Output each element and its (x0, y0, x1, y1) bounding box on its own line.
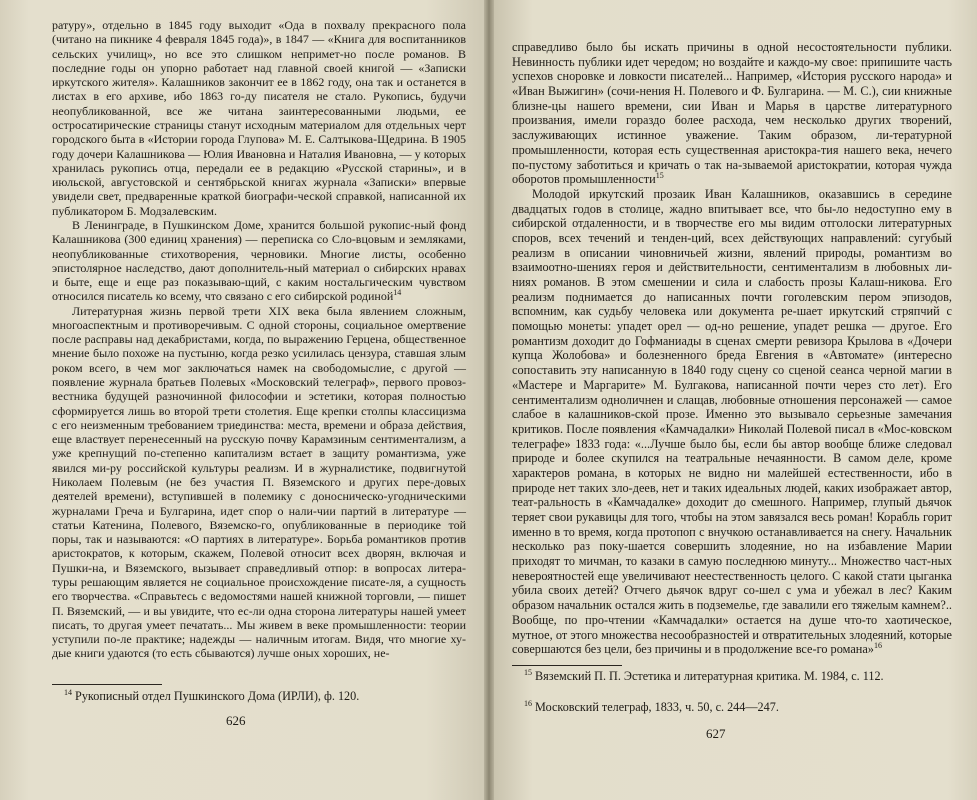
footnote-mark: 14 (64, 687, 72, 697)
page-number-right: 627 (706, 726, 726, 741)
footnote-15 (524, 669, 944, 684)
footnote-ref-14[interactable]: 14 (393, 288, 402, 298)
footnote-ref-16[interactable]: 16 (873, 641, 882, 651)
left-paragraph-3: Литературная жизнь первой трети XIX века была явлением сложным, многоаспектным и противоречивым. С одной стороны, социальное омертвение после расправы над декабристами, когда, по выражению Герцена, общественное мнение было похоже на пустыню, когда резко усилилась цензура, ставшая злым роком всего, в чем мог заключаться намек на свободомыслие, с другой — появление журнала братьев Полевых «Московский телеграф», первого провоз-вестника будущей разночинной философии и эстетики, которая полностью сформируется лишь во второй трети столетия. Еще крепки столпы классицизма с его неизменным требованием триединства: места, времени и образа действия, еще властвует перенесенный на русскую почву Карамзиным сентиментализм, а уже крепнущий по-степенно капитализм встает в защиту романтизма, уже явился ми-ру российской культуры реализм. И в журналистике, подвигнутой Николаем Полевым (не без участия П. Вяземского и других пере-довых деятелей времени), вступившей в полемику с доносническо-угодническими журналами Греча и Булгарина, идет спор о нали-чии партий в литературе — статьи Катенина, Полевого, Вяземско-го, опубликованные в периодике той поры, так и называются: «О партиях в литературе». Борьба романтиков против аристократов, к которым, скажем, Полевой относит всех дворян, включая и Пушки-на, и Вяземского, вызывает справедливый отпор: в вопросах литера-туры решающим является не социальное происхождение писате-ля, а сущность его творчества. «Справьтесь с ведомостями нашей книжной торговли, — пишет П. Вяземский, — и вы увидите, что ес-ли одна сторона литературы нашей умеет писать, то другая умеет печатать... Мы живем в веке промышленности: теории уступили по-ле практике; надежды — наличным итогам. Видя, что многие ху-дые книги удаются (то есть сбываются) лучше оных хороших, не- (52, 303, 466, 661)
right-page (494, 0, 977, 800)
right-paragraph-2: Молодой иркутский прозаик Иван Калашников, оказавшись в середине двадцатых годов в столице, жадно впитывает все, что бы-ло недоступно ему в сибирской отдаленности, и в творчестве его мы видим отголоски литературных споров, всех течений и тенден-ций, всех действующих направлений: сугубый реализм в описании чиновничьей жизни, явлений природы, романтизм во взаимоотно-шениях героя и действительности, сентиментализм в любовных ли-ниях романов. В этом смешении и сила и слабость прозы Калаш-никова. Его реализм поднимается до написанных почти гоголевским пером эпизодов, вспомним, как судьбу человека или документа ре-шает иркутский стряпчий с помощью монеты: упадет орел — од-но решение, упадет решка — другое. Его романтизм доходит до Гофманиады в сценах смерти ревизора Крылова в «Дочери купца Жолобова» и болезненного бреда Евгения в «Автомате» (интересно сопоставить эту написанную в 1840 году сцену со сценой сеанса черной магии в «Мастере и Маргарите» М. Булгакова, написанной почти через сто лет). Его сентиментализм одноличнен и слащав, любовные отношения персонажей — самое слабое в калашников-ской прозе. Именно это вызывало серьезные замечания критиков. После появления «Камчадалки» Николай Полевой писал в «Мос-ковском телеграфе» 1833 года: «...Лучше было бы, если бы автор вообще ближе следовал природе и более скупился на театральные нечаянности. В самом деле, кроме характеров романа, в которых не видно ни малейшей естественности, ибо в природе нет таких зло-деев, нет и таких идеальных людей, каких изображает автор, теат-ральность в «Камчадалке» доходит до смешного. Например, глупый дьячок теряет свои рукавицы для того, чтобы на этом завязался весь роман! Корабль горит именно в то время, когда протопоп с внучкою останавливается на снегу. Начальник несколько раз поку-шается совершить злодеяние, но на избавление Марии приходят то мичман, то казаки в самую последнюю минуту... Множество част-ных невероятностей еще увеличивают неестественность целого. С какой стати цыганка убила своих детей? Отчего дьячок вдруг со-шел с ума и убежал в лес? Каким образом начальник остался жить в подземелье, где завалили его тяжелым камнем?.. Вообще, по про-чтении «Камчадалки» остается на душе что-то хаотическое, мутное, от этого множества несообразностей и отвратительных злодеяний, которые совершаются без цели, без причины и в продолжение все-го романа»$^{16}$ (512, 186, 952, 657)
right-paragraph-1: справедливо было бы искать причины в одной несостоятельности публики. Невинность публики идет чередом; но воздайте и каждо-му свое: припишите часть успехов сноровке и ловкости писателей... Например, «История русского народа» и «Иван Выжигин» (сочи-нения Н. Полевого и Ф. Булгарина. — М. С.), сии книжные близне-цы нашего времени, сии Иван и Марья в царстве литературного произвания, имели гораздо более расхода, чем несколько других творений, заслуживающих истинное уважение. Таким образом, ли-тературной промышленности, которая есть существенная аристокра-тия нашего века, нечего по-пустому заботиться и кричать о так на-зываемой аристократии, которая чужда оборотов промышленности$^{15}$ (512, 40, 952, 187)
footnote-text: Вяземский П. П. Эстетика и литературная критика. М. 1984, с. 112. (535, 669, 884, 683)
left-page (0, 0, 484, 800)
footnote-separator (52, 684, 162, 685)
footnote-text: Рукописный отдел Пушкинского Дома (ИРЛИ), ф. 120. (75, 689, 360, 703)
footnote-mark: 16 (524, 698, 532, 708)
left-paragraph-2: В Ленинграде, в Пушкинском Доме, хранится большой рукопис-ный фонд Калашникова (300 единиц хранения) — переписка со Сло-вцовым и земляками, неопубликованные стихотворения, черновики. Многие листы, особенно эпистолярное наследство, дают дополнитель-ный материал о сибирских нравах и быте, еще и еще раз показываю-щий, с каким ностальгическим чувством относился писатель ко всему, что связано с его сибирской родиной$^{14}$ (52, 217, 466, 304)
right-page-text-column (512, 40, 952, 657)
page-number-left: 626 (226, 713, 246, 728)
footnote-mark: 15 (524, 667, 532, 677)
left-paragraph-1: ратуру», отдельно в 1845 году выходит «Ода в похвалу прекрасного пола (читано на пикнике 4 февраля 1845 года)», в 1847 — «Книга для воспитанников сельских училищ», но все это слишком непримет-но после романов. В последние годы он упорно работает над главной своей книгой — «Записки иркутского жителя». Калашников закончит ее в 1862 году, она так и останется в листах в его архиве, ибо 1863 го-ду писателя не стало. Рукопись, будучи неопубликованной, все же читана заинтересованными людьми, ее остросатирические страницы станут исходным материалом для отдельных черт городского быта в «Истории города Глупова» М. Е. Салтыкова-Щедрина. В 1905 году дочери Калашникова — Юлия Ивановна и Наталия Ивановна, — у которых хранилась рукопись отца, передали ее в редакцию «Русской старины», и в июльской, августовской и сентябрьской книгах журнала «Записки» впервые увидели свет, предваренные краткой биографи-ческой справкой, написанной их публикатором Б. Модзалевским. (52, 18, 466, 218)
footnote-16 (524, 700, 944, 715)
footnote-ref-15[interactable]: 15 (655, 171, 664, 181)
footnote-text: Московский телеграф, 1833, ч. 50, с. 244—247. (535, 700, 779, 714)
footnote-14 (64, 689, 464, 704)
book-gutter (484, 0, 494, 800)
footnote-separator (512, 665, 622, 666)
left-page-text-column (52, 18, 466, 661)
